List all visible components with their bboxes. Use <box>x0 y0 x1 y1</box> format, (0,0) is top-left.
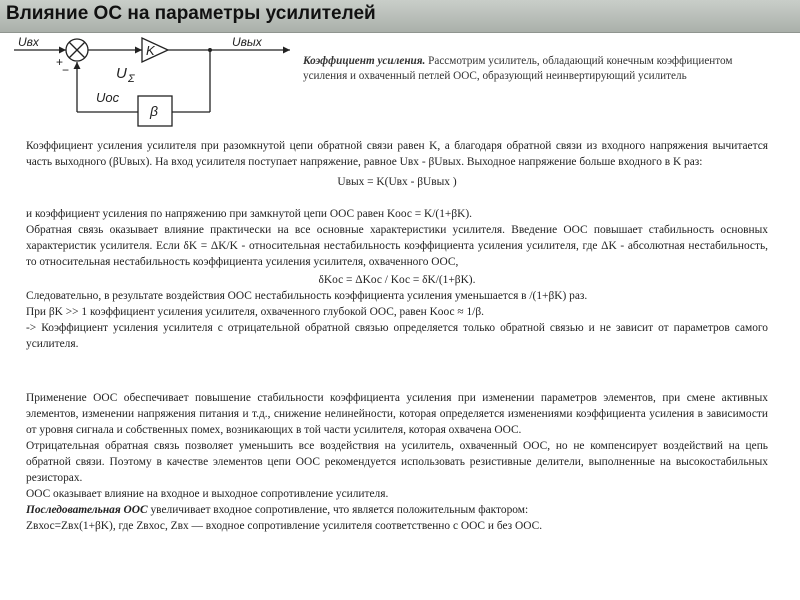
formula-output-voltage: Uвых = K(Uвх - βUвых ) <box>337 176 457 188</box>
paragraph-open-loop: Коэффициент усиления усилителя при разомкнутой цепи обратной связи равен K, а благодаря обратной связи из входного напряжения вычитается часть выходного (βUвых). На вход усилителя поступает напряжение, равное Uвх - βUвых. Выходное напряжение больше входного в K раз: <box>26 140 768 168</box>
u-sum-subscript: Σ <box>128 73 135 85</box>
paragraph-negative-feedback: Отрицательная обратная связь позволяет уменьшить все воздействия на усилитель, охваченный ООС, но не компенсирует воздействий на цепь обратной связи. Поэтому в качестве элементов цепи ООС рекомендуется использовать резистивные делители, выполненные на высокостабильных резисторах. <box>26 440 768 484</box>
minus-sign: − <box>62 63 70 77</box>
paragraph-stability: Обратная связь оказывает влияние практически на все основные характеристики усилителя. Введение ООС повышает стабильность основных характеристик усилителя. Если δK = ΔK/K - относительная нестабильность коэффициента усиления усилителя, где ΔK - абсолютная нестабильность, то относительная нестабильность коэффициента усиления усилителя, охваченного ООС, <box>26 224 768 268</box>
u-fb-label: Uос <box>96 90 120 105</box>
intro-term: Коэффициент усиления. <box>303 55 426 67</box>
series-feedback-text: увеличивает входное сопротивление, что является положительным фактором: <box>147 504 529 516</box>
beta-label: β <box>150 103 158 119</box>
u-in-label: Uвх <box>18 35 39 49</box>
paragraph-consequence: Следовательно, в результате воздействия ООС нестабильность коэффициента усиления уменьшается в /(1+βK) раз. <box>26 290 588 302</box>
section-2 <box>26 390 768 534</box>
series-feedback-term: Последовательная ООС <box>26 504 148 516</box>
u-sum-label: U <box>116 65 127 82</box>
paragraph-deep-feedback: При βK >> 1 коэффициент усиления усилителя, охваченного глубокой ООС, равен Kоос ≈ 1/β. <box>26 306 484 318</box>
paragraph-impedance: ООС оказывает влияние на входное и выходное сопротивление усилителя. <box>26 488 389 500</box>
paragraph-series-feedback <box>26 502 768 518</box>
paragraph-conclusion: -> Коэффициент усиления усилителя с отрицательной обратной связью определяется только обратной связью и не зависит от параметров самого усилителя. <box>26 322 768 350</box>
plus-sign: + <box>56 55 64 69</box>
paragraph-application: Применение ООС обеспечивает повышение стабильности коэффициента усиления при изменении параметров элементов, при смене активных элементов, изменении напряжения питания и т.д., снижение нелинейности, которая определяется изменениями коэффициента усиления в зависимости от уровня сигнала и собственных помех, возникающих в той части усилителя, которая охвачена ООС. <box>26 392 768 436</box>
section-1 <box>26 138 768 352</box>
intro-text: Рассмотрим усилитель, обладающий конечным коэффициентом усиления и охваченный петлей ООС, образующий неинвертирующий усилитель <box>303 55 733 82</box>
paragraph-closed-loop-gain: и коэффициент усиления по напряжению при замкнутой цепи ООС равен Kоос = K/(1+βK). <box>26 208 472 220</box>
u-out-label: Uвых <box>232 35 262 49</box>
k-label: K <box>146 43 155 58</box>
feedback-block-diagram <box>14 34 294 134</box>
paragraph-input-impedance-formula: Zвхос=Zвх(1+βK), где Zвхос, Zвх — входное сопротивление усилителя соответственно с ООС и без ООС. <box>26 520 543 532</box>
page-title: Влияние ОС на параметры усилителей <box>6 3 376 24</box>
formula-instability: δKос = ΔKос / Kос = δK/(1+βK). <box>318 274 476 286</box>
title-bar <box>0 0 800 33</box>
intro-paragraph <box>303 54 773 84</box>
